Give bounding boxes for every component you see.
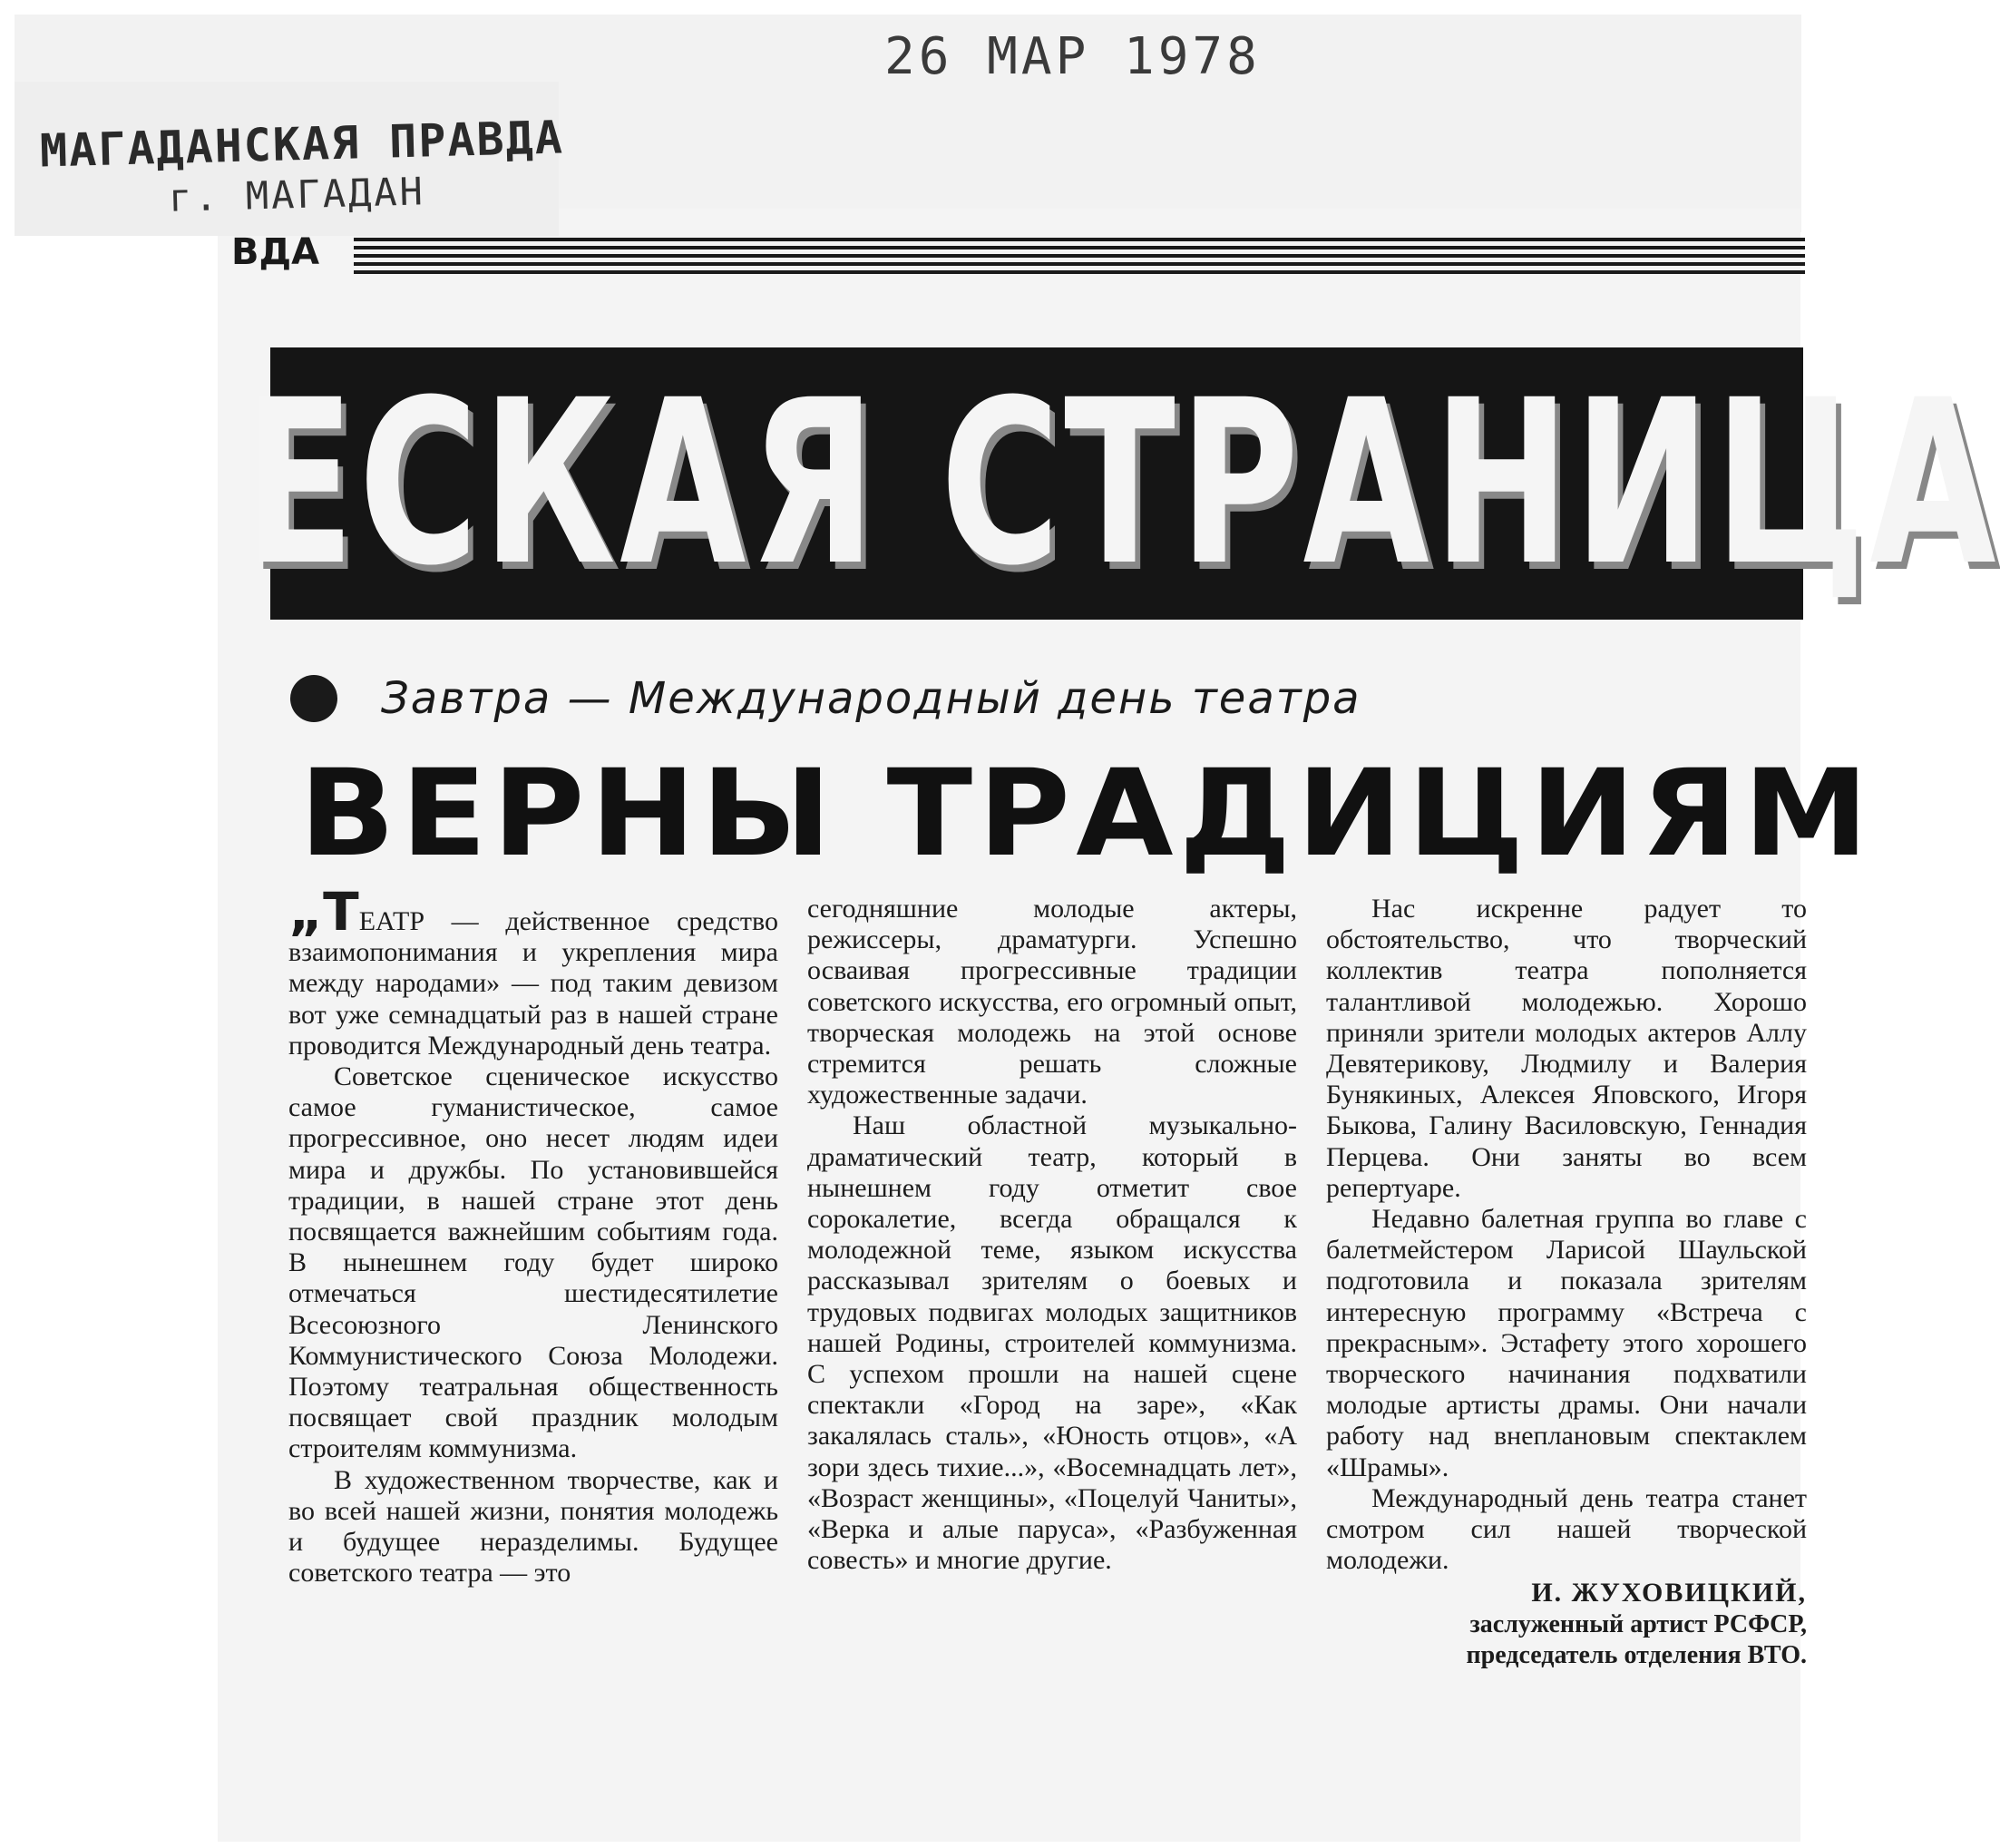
author-title: заслуженный артист РСФСР, — [1469, 1609, 1807, 1638]
paragraph: сегодняшние молодые актеры, режиссеры, драматурги. Успешно осваивая прогрессивные традиции советского искусства, его огромный опыт, творческая молодежь на этой основе стремится решать сложные художественные задачи. — [807, 894, 1297, 1110]
author-name: И. ЖУХОВИЦКИЙ, — [1531, 1578, 1807, 1608]
paragraph: Наш областной музыкально-драматический театр, который в нынешнем году отметит свое сорокалетие, всегда обращался к молодежной теме, языком искусства рассказывал зрителям о боевых и трудовых подвигах молодых защитников нашей Родины, строителей коммунизма. С успехом прошли на нашей сцене спектакли «Город на заре», «Как закалялась сталь», «Юность отцов», «А зори здесь тихие...», «Восемнадцать лет», «Возраст женщины», «Поцелуй Чаниты», «Верка и алые паруса», «Разбуженная совесть» и многие другие. — [807, 1110, 1297, 1576]
paragraph-text: ЕАТР — действенное средство взаимопонимания и укрепления мира между народами» — под таким девизом вот уже семнадцатый раз в нашей стране проводится Международный день театра. — [288, 906, 778, 1061]
section-banner — [243, 347, 2000, 620]
paragraph — [288, 881, 778, 1061]
article-headline: ВЕРНЫ ТРАДИЦИЯМ — [299, 744, 1875, 884]
drop-cap: „Т — [288, 881, 359, 943]
masthead-rule-lines — [354, 238, 1805, 274]
article-column-1 — [288, 881, 778, 1589]
paragraph: Нас искренне радует то обстоятельство, что творческий коллектив театра пополняется талантливой молодежью. Хорошо приняли зрители молодых актеров Аллу Девятерикову, Людмилу и Валерия Бунякиных, Алексея Яповского, Игоря Быкова, Галину Василовскую, Геннадия Перцева. Они заняты во всем репертуаре. — [1326, 894, 1807, 1203]
newspaper-name-stamp: МАГАДАНСКАЯ ПРАВДА — [39, 111, 565, 178]
bullet-icon — [290, 675, 337, 722]
newspaper-stamp — [15, 82, 565, 236]
author-signature — [1326, 1578, 1807, 1671]
author-position: председатель отделения ВТО. — [1466, 1640, 1807, 1669]
section-banner-text: ЕСКАЯ СТРАНИЦА — [243, 351, 2000, 615]
paragraph: В художественном творчестве, как и во всей нашей жизни, понятия молодежь и будущее неразделимы. Будущее советского театра — это — [288, 1464, 778, 1589]
article-column-3 — [1326, 894, 1807, 1671]
kicker-text: Завтра — Международный день театра — [381, 673, 1361, 724]
date-stamp: 26 МАР 1978 — [884, 27, 1261, 86]
article-column-2 — [807, 894, 1297, 1576]
paragraph: Советское сценическое искусство самое гуманистическое, самое прогрессивное, оно несет людям идеи мира и дружбы. По установившейся традиции, в нашей стране этот день посвящается важнейшим событиям года. В нынешнем году будет широко отмечаться шестидесятилетие Всесоюзного Ленинского Коммунистического Союза Молодежи. Поэтому театральная общественность посвящает свой праздник молодым строителям коммунизма. — [288, 1061, 778, 1464]
paragraph: Недавно балетная группа во главе с балетмейстером Ларисой Шаульской подготовила и показала зрителям интересную программу «Встреча с прекрасным». Эстафету этого хорошего творческого начинания подхватили молодые артисты драмы. Они начали работу над внеплановым спектаклем «Шрамы». — [1326, 1204, 1807, 1482]
article-kicker — [290, 667, 1361, 730]
city-stamp: г. МАГАДАН — [168, 169, 426, 220]
masthead-fragment: ВДА — [231, 231, 320, 273]
paragraph: Международный день театра станет смотром сил нашей творческой молодежи. — [1326, 1482, 1807, 1576]
